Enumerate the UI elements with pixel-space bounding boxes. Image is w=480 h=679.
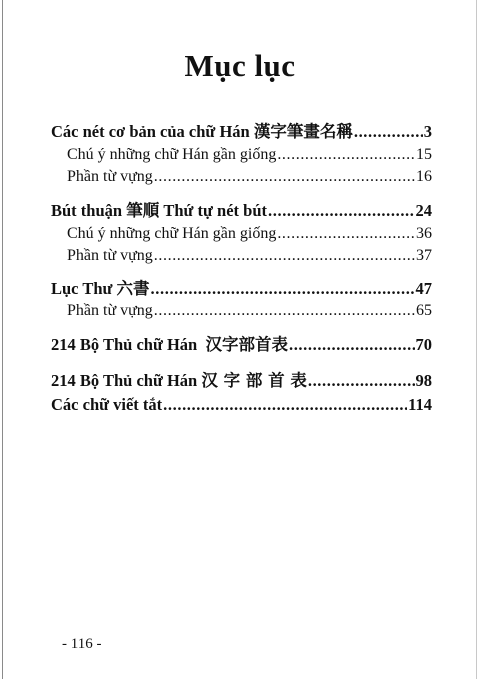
toc-entry-similar-chars-2[interactable] (67, 225, 432, 243)
toc-page-number: 98 (415, 371, 432, 390)
dot-leader (289, 335, 415, 355)
toc-entry-vocabulary-1[interactable] (67, 168, 432, 186)
toc-entry-label: Phần từ vựng (67, 247, 153, 264)
toc-page-number: 65 (416, 302, 432, 319)
dot-leader (151, 279, 415, 299)
toc-entry-214-radicals-1[interactable] (51, 331, 432, 355)
dot-leader (154, 168, 415, 186)
toc-page-number: 3 (423, 122, 432, 141)
toc-entry-label: 214 Bộ Thủ chữ Hán 汉字部首表 (51, 335, 288, 354)
toc-page-number: 24 (415, 201, 432, 220)
toc-page-number: 15 (416, 146, 432, 163)
toc-entry-label: 214 Bộ Thủ chữ Hán 汉 字 部 首 表 (51, 371, 307, 390)
toc-entry-label: Các chữ viết tắt (51, 395, 163, 414)
toc-entry-label: Phần từ vựng (67, 302, 153, 319)
dot-leader (277, 225, 415, 243)
toc-entry-label: Chú ý những chữ Hán gần giống (67, 225, 277, 242)
toc-entry-label: Bút thuận 筆順 Thứ tự nét bút (51, 201, 268, 220)
toc-page-number: 70 (415, 335, 432, 354)
dot-leader (268, 201, 414, 221)
toc-page-number: 114 (408, 395, 432, 414)
toc-entry-label: Lục Thư 六書 (51, 279, 150, 298)
toc-entry-214-radicals-2[interactable] (51, 367, 432, 391)
page-right-border (476, 0, 477, 679)
toc-entry-label: Các nét cơ bản của chữ Hán 漢字筆畫名稱 (51, 122, 353, 141)
toc-page-number: 16 (416, 168, 432, 185)
toc-page-number: 36 (416, 225, 432, 242)
dot-leader (308, 371, 415, 391)
toc-page-number: 37 (416, 247, 432, 264)
dot-leader (277, 146, 415, 164)
toc-entry-abbreviations[interactable] (51, 395, 432, 415)
toc-entry-vocabulary-3[interactable] (67, 302, 432, 320)
dot-leader (163, 395, 407, 415)
toc-entry-vocabulary-2[interactable] (67, 247, 432, 265)
toc-entry-similar-chars-1[interactable] (67, 146, 432, 164)
page-number-footer: - 116 - (62, 636, 102, 652)
toc-entry-stroke-order[interactable] (51, 197, 432, 221)
page-left-border (2, 0, 3, 679)
dot-leader (354, 122, 423, 142)
toc-page-number: 47 (415, 279, 432, 298)
page-title: Mục lục (184, 48, 296, 83)
toc-entry-label: Phần từ vựng (67, 168, 153, 185)
dot-leader (154, 247, 415, 265)
dot-leader (154, 302, 415, 320)
toc-entry-luc-thu[interactable] (51, 275, 432, 299)
toc-entry-label: Chú ý những chữ Hán gần giống (67, 146, 277, 163)
toc-entry-basic-strokes[interactable] (51, 118, 432, 142)
